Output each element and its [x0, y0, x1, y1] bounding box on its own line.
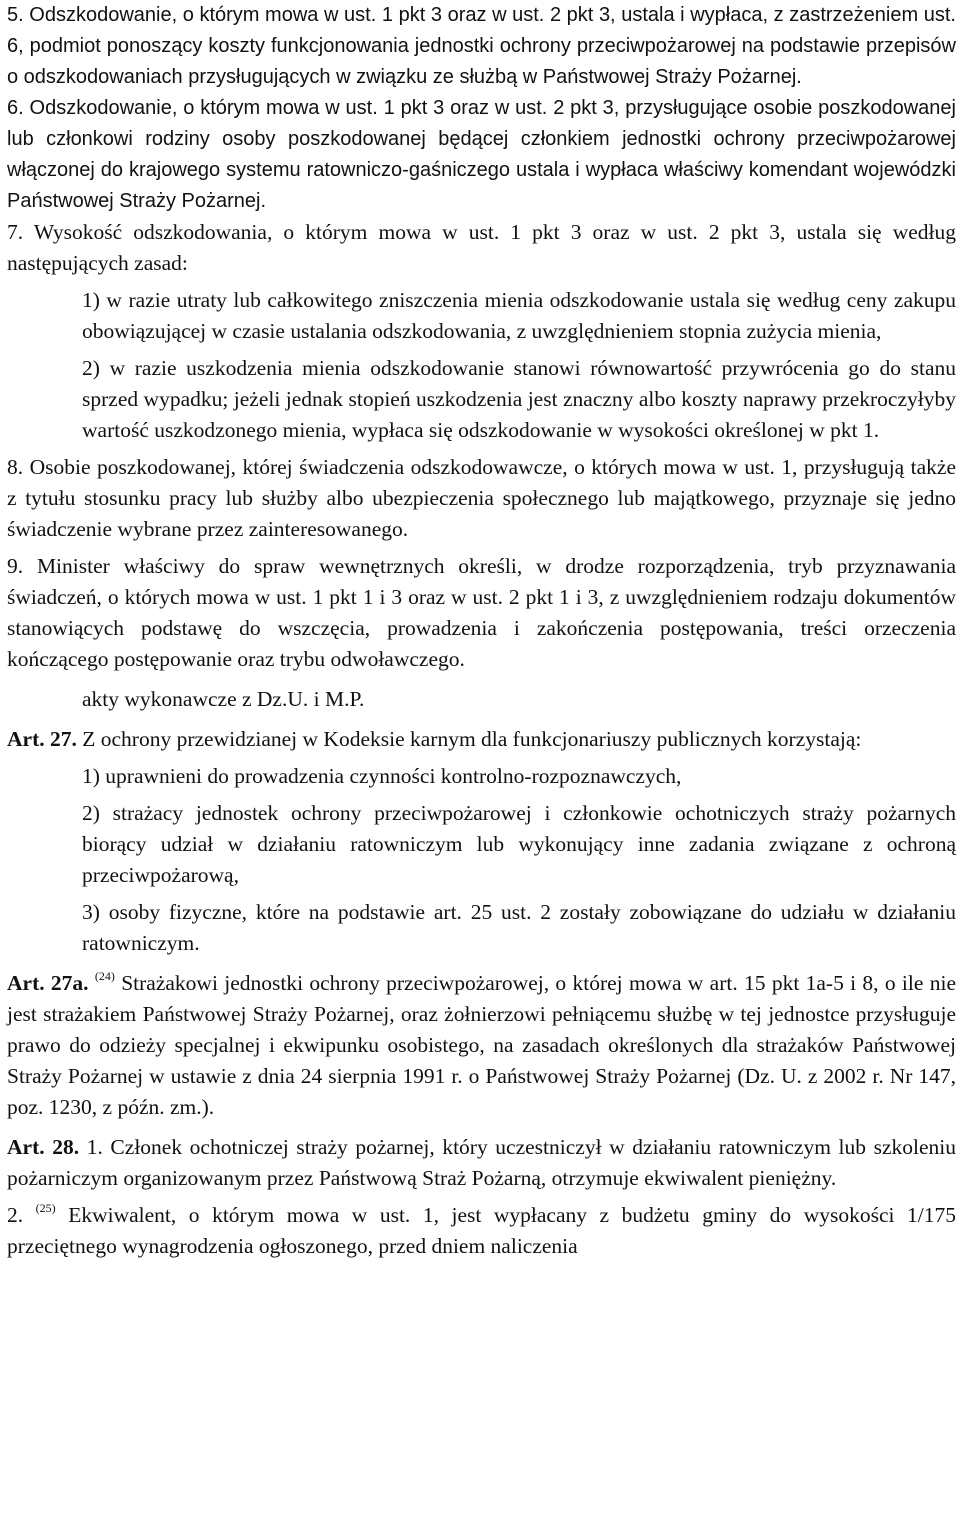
implementing-acts-note: akty wykonawcze z Dz.U. i M.P. [82, 687, 365, 711]
paragraph-8: 8. Osobie poszkodowanej, której świadczenia odszkodowawcze, o których mowa w ust. 1, przysługują także z tytułu stosunku pracy lub służby albo ubezpieczenia społecznego lub majątkowego, przyznaje się jedno świadczenie wybrane przez zainteresowanego. [7, 455, 956, 541]
article-28-text-2: Ekwiwalent, o którym mowa w ust. 1, jest wypłacany z budżetu gminy do wysokości 1/175 przeciętnego wynagrodzenia ogłoszonego, przed dniem naliczenia [7, 1203, 956, 1258]
paragraph-7: 7. Wysokość odszkodowania, o którym mowa w ust. 1 pkt 3 oraz w ust. 2 pkt 3, ustala się według następujących zasad: [7, 220, 956, 275]
article-27 [7, 724, 956, 755]
footnote-marker-25: (25) [35, 1200, 56, 1215]
article-27a-text: Strażakowi jednostki ochrony przeciwpożarowej, o której mowa w art. 15 pkt 1a-5 i 8, o ile nie jest strażakiem Państwowej Straży Pożarnej, oraz żołnierzowi pełniącemu służbę w tej jednostce przysługuje prawo do odzieży specjalnej i ekwipunku osobistego, na zasadach określonych dla strażaków Państwowej Straży Pożarnej w ustawie z dnia 24 sierpnia 1991 r. o Państwowej Straży Pożarnej (Dz. U. z 2002 r. Nr 147, poz. 1230, z późn. zm.). [7, 971, 957, 1119]
paragraph-7-point-1: 1) w razie utraty lub całkowitego zniszczenia mienia odszkodowanie ustala się według ceny zakupu obowiązującej w czasie ustalania odszkodowania, z uwzględnieniem stopnia zużycia mienia, [82, 288, 956, 343]
article-27a-heading: Art. 27a. [7, 971, 89, 995]
article-27a [7, 968, 956, 1123]
article-27-item-2: 2) strażacy jednostek ochrony przeciwpożarowej i członkowie ochotniczych straży pożarnych biorący udział w działaniu ratowniczym lub wykonujący inne zadania związane z ochroną przeciwpożarową, [82, 801, 956, 887]
paragraph-5: 5. Odszkodowanie, o którym mowa w ust. 1 pkt 3 oraz w ust. 2 pkt 3, ustala i wypłaca, z zastrzeżeniem ust. 6, podmiot ponoszący koszty funkcjonowania jednostki ochrony przeciwpożarowej na podstawie przepisów o odszkodowaniach przysługujących w związku ze służbą w Państwowej Straży Pożarnej. [7, 4, 956, 88]
footnote-marker-24: (24) [94, 968, 115, 983]
article-27-item-1: 1) uprawnieni do prowadzenia czynności kontrolno-rozpoznawczych, [82, 764, 682, 788]
article-27-item-3: 3) osoby fizyczne, które na podstawie art. 25 ust. 2 zostały zobowiązane do udziału w działaniu ratowniczym. [82, 900, 956, 955]
article-28-heading: Art. 28. [7, 1135, 80, 1159]
paragraph-7-point-2: 2) w razie uszkodzenia mienia odszkodowanie stanowi równowartość przywrócenia go do stanu sprzed wypadku; jeżeli jednak stopień uszkodzenia jest znaczny albo koszty naprawy przekroczyłyby wartość uszkodzonego mienia, wypłaca się odszkodowanie w wysokości określonej w pkt 1. [82, 356, 956, 442]
article-28-number-2: 2. [7, 1203, 24, 1227]
article-28-text-1: 1. Członek ochotniczej straży pożarnej, który uczestniczył w działaniu ratowniczym lub szkoleniu pożarniczym organizowanym przez Państwową Straż Pożarną, otrzymuje ekwiwalent pieniężny. [7, 1135, 957, 1190]
paragraph-6: 6. Odszkodowanie, o którym mowa w ust. 1 pkt 3 oraz w ust. 2 pkt 3, przysługujące osobie poszkodowanej lub członkowi rodziny osoby poszkodowanej będącej członkiem jednostki ochrony przeciwpożarowej włączonej do krajowego systemu ratowniczo-gaśniczego ustala i wypłaca właściwy komendant wojewódzki Państwowej Straży Pożarnej. [7, 97, 956, 212]
paragraph-9: 9. Minister właściwy do spraw wewnętrznych określi, w drodze rozporządzenia, tryb przyznawania świadczeń, o których mowa w ust. 1 pkt 1 i 3 oraz w ust. 2 pkt 1 i 3, z uwzględnieniem rodzaju dokumentów stanowiących podstawę do wszczęcia, prowadzenia i zakończenia postępowania, treści orzeczenia kończącego postępowanie oraz trybu odwoławczego. [7, 554, 956, 671]
article-28-paragraph-2 [7, 1200, 956, 1262]
article-27-intro: Z ochrony przewidzianej w Kodeksie karnym dla funkcjonariuszy publicznych korzystają: [82, 727, 862, 751]
article-27-heading: Art. 27. [7, 727, 77, 751]
article-28-paragraph-1 [7, 1132, 956, 1194]
